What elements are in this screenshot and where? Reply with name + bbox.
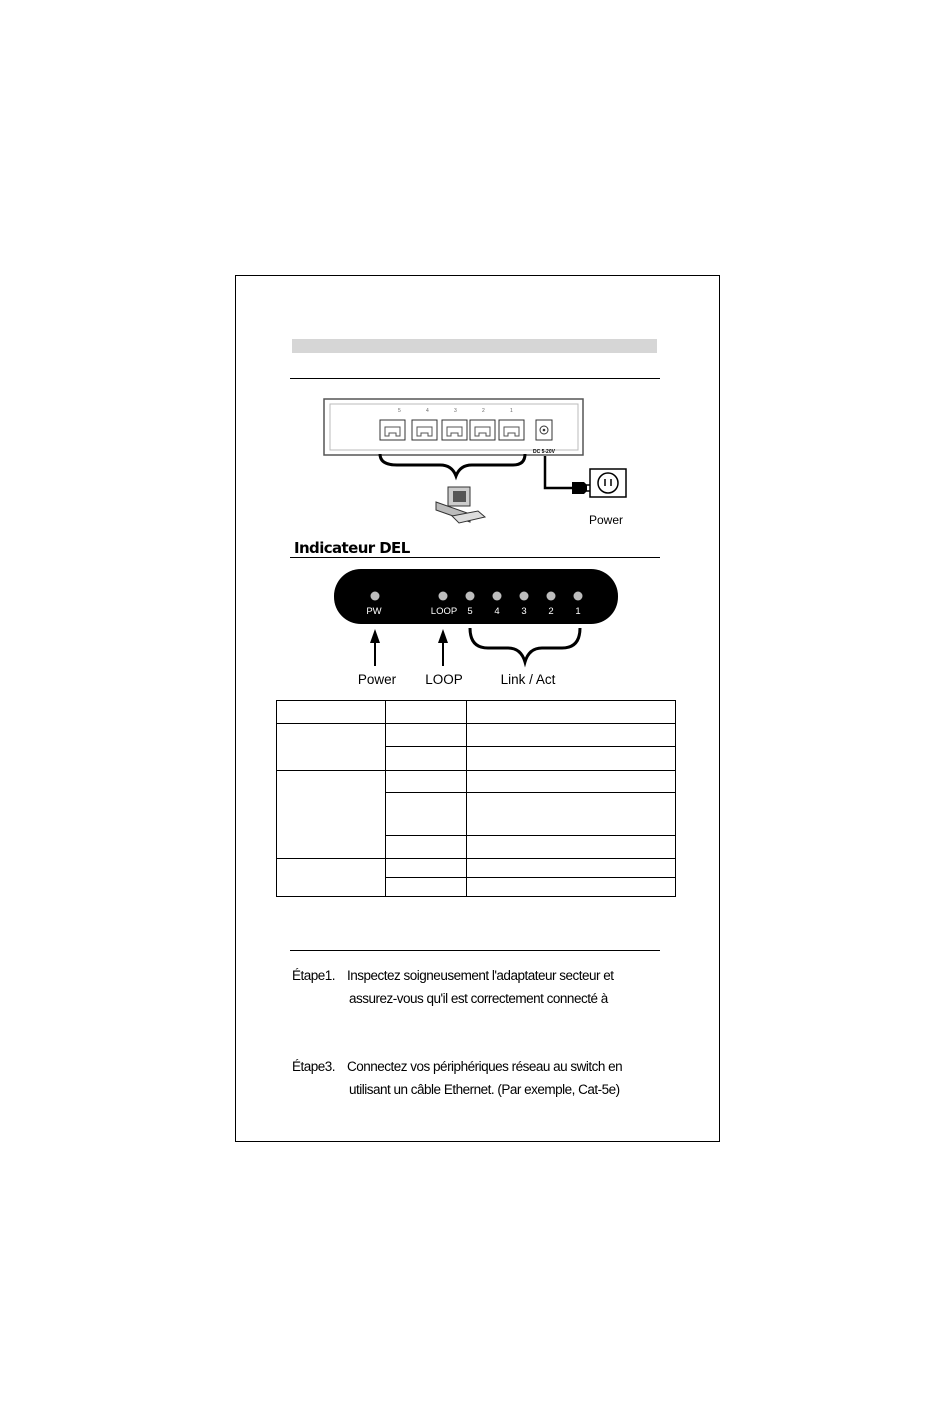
step-text: Inspectez soigneusement l'adaptateur secteur et xyxy=(347,968,614,983)
table-cell xyxy=(467,701,676,724)
port-number-label: 1 xyxy=(510,408,513,414)
callout-loop: LOOP xyxy=(425,672,463,687)
table-cell xyxy=(386,836,467,859)
led-label: 4 xyxy=(494,606,500,617)
table-cell xyxy=(467,793,676,836)
table-cell xyxy=(386,724,467,747)
switch-connection-diagram xyxy=(300,392,640,534)
loop-arrow xyxy=(438,629,448,666)
led-label: PW xyxy=(366,606,382,617)
link-act-bracket xyxy=(470,628,580,662)
ports-bracket xyxy=(380,454,525,476)
section-rule-top xyxy=(290,378,660,379)
port-3 xyxy=(442,420,467,440)
table-cell xyxy=(386,859,467,878)
led-loop xyxy=(439,592,448,601)
led-port-2 xyxy=(547,592,556,601)
led-label: 2 xyxy=(548,606,554,617)
table-cell xyxy=(386,771,467,793)
callout-power: Power xyxy=(357,672,397,687)
power-cable xyxy=(545,456,572,488)
led-port-5 xyxy=(466,592,475,601)
dc-label: DC 5-20V xyxy=(533,449,555,455)
section-rule-led xyxy=(290,557,660,558)
led-panel-diagram xyxy=(330,566,622,690)
table-cell xyxy=(386,747,467,771)
port-4 xyxy=(412,420,437,440)
step-label: Étape3. xyxy=(292,1059,336,1074)
led-port-1 xyxy=(574,592,583,601)
port-number-label: 3 xyxy=(454,408,457,414)
table-cell xyxy=(467,747,676,771)
led-pw xyxy=(371,592,380,601)
ethernet-ports xyxy=(380,420,524,440)
led-port-3 xyxy=(520,592,529,601)
step-1 xyxy=(292,964,614,1010)
led-port-4 xyxy=(493,592,502,601)
table-cell xyxy=(467,724,676,747)
table-cell xyxy=(467,771,676,793)
callout-labels xyxy=(358,672,556,687)
port-number-label: 5 xyxy=(398,408,401,414)
table-cell xyxy=(467,859,676,878)
step-text: Connectez vos périphériques réseau au switch en xyxy=(347,1059,623,1074)
table-row xyxy=(277,724,676,747)
section-header-bar xyxy=(292,339,657,353)
section-rule-installation xyxy=(290,950,660,951)
callout-link-act: Link / Act xyxy=(500,672,556,687)
table-header-row xyxy=(277,701,676,724)
step-text: assurez-vous qu'il est correctement connecté à xyxy=(349,991,608,1006)
table-cell xyxy=(386,878,467,897)
step-label: Étape1. xyxy=(292,968,336,983)
step-text: utilisant un câble Ethernet. (Par exemple, Cat-5e) xyxy=(349,1082,620,1097)
dc-power-jack xyxy=(536,420,552,440)
led-label: 3 xyxy=(521,606,527,617)
led-status-table xyxy=(276,700,676,897)
computer-icon xyxy=(436,487,485,523)
table-cell xyxy=(277,701,386,724)
table-cell xyxy=(386,793,467,836)
table-row xyxy=(277,859,676,878)
port-5 xyxy=(380,420,405,440)
wall-outlet-icon xyxy=(590,469,626,497)
table-cell xyxy=(277,724,386,771)
port-number-label: 2 xyxy=(482,408,485,414)
power-plug-icon xyxy=(572,482,591,494)
table-cell xyxy=(467,836,676,859)
led-label: 1 xyxy=(575,606,581,617)
table-cell xyxy=(277,859,386,897)
port-number-label: 4 xyxy=(426,408,429,414)
port-1 xyxy=(499,420,524,440)
led-label: LOOP xyxy=(430,606,458,617)
section-title-led-indicator: Indicateur DEL xyxy=(294,539,410,557)
power-arrow xyxy=(370,629,380,666)
table-cell xyxy=(386,701,467,724)
port-2 xyxy=(470,420,495,440)
led-label: 5 xyxy=(467,606,473,617)
table-row xyxy=(277,771,676,793)
table-cell xyxy=(277,771,386,859)
step-3 xyxy=(292,1055,622,1101)
power-label: Power xyxy=(589,513,624,527)
table-cell xyxy=(467,878,676,897)
